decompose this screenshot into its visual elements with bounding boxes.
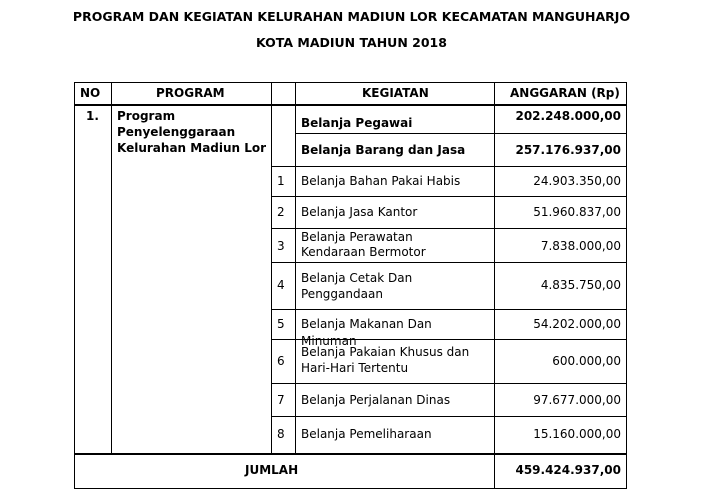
item-amount: 51.960.837,00 [533, 205, 621, 219]
row-line [271, 309, 626, 310]
item-label: Belanja Bahan Pakai Habis [301, 174, 461, 188]
item-number: 3 [277, 239, 285, 253]
item-number: 5 [277, 317, 285, 331]
header-no: NO [80, 86, 101, 100]
item-number: 6 [277, 354, 285, 368]
item-amount: 4.835.750,00 [540, 278, 621, 292]
group-amount-pegawai: 202.248.000,00 [515, 109, 621, 123]
item-label: Belanja Perawatan Kendaraan Bermotor [301, 230, 426, 259]
item-amount: 97.677.000,00 [533, 393, 621, 407]
document-subtitle: KOTA MADIUN TAHUN 2018 [256, 35, 447, 50]
total-label: JUMLAH [245, 463, 299, 477]
header-program: PROGRAM [156, 86, 225, 100]
item-amount: 54.202.000,00 [533, 317, 621, 331]
table-border-bottom [74, 488, 626, 489]
item-label: Belanja Makanan Dan Minuman [301, 317, 432, 348]
item-number: 8 [277, 427, 285, 441]
item-label: Belanja Pemeliharaan [301, 427, 432, 441]
item-number: 1 [277, 174, 285, 188]
item-label: Belanja Cetak Dan Penggandaan [301, 271, 413, 301]
row-line [271, 228, 626, 229]
col-line-program [271, 82, 272, 454]
row-line [271, 196, 626, 197]
col-line-right [626, 82, 627, 489]
program-name: Program Penyelenggaraan Kelurahan Madiun Lor [117, 109, 267, 155]
col-line-no [111, 82, 112, 454]
item-label: Belanja Perjalanan Dinas [301, 393, 451, 407]
item-amount: 24.903.350,00 [533, 174, 621, 188]
item-label: Belanja Pakaian Khusus dan Hari-Hari Tertentu [301, 345, 470, 375]
group-label-barang-jasa: Belanja Barang dan Jasa [301, 143, 466, 157]
total-amount: 459.424.937,00 [515, 463, 621, 477]
col-line-left [74, 82, 75, 489]
item-number: 4 [277, 278, 285, 292]
item-amount: 15.160.000,00 [533, 427, 621, 441]
table-border-top [74, 82, 626, 83]
header-kegiatan: KEGIATAN [362, 86, 429, 100]
row-line [271, 416, 626, 417]
header-bottom-line [74, 104, 626, 106]
item-label: Belanja Jasa Kantor [301, 205, 418, 219]
item-number: 7 [277, 393, 285, 407]
item-number: 2 [277, 205, 285, 219]
document-title: PROGRAM DAN KEGIATAN KELURAHAN MADIUN LOR KECAMATAN MANGUHARJO [72, 9, 631, 24]
row-line-jumlah [74, 453, 626, 455]
row-line [271, 383, 626, 384]
col-line-sub [295, 82, 296, 454]
row-line [295, 133, 626, 134]
header-anggaran: ANGGARAN (Rp) [510, 86, 620, 100]
row-line [271, 166, 626, 167]
group-label-pegawai: Belanja Pegawai [301, 116, 413, 130]
row-line [271, 262, 626, 263]
group-amount-barang-jasa: 257.176.937,00 [515, 143, 621, 157]
program-number: 1. [86, 109, 99, 123]
item-amount: 600.000,00 [552, 354, 621, 368]
item-amount: 7.838.000,00 [540, 239, 621, 253]
